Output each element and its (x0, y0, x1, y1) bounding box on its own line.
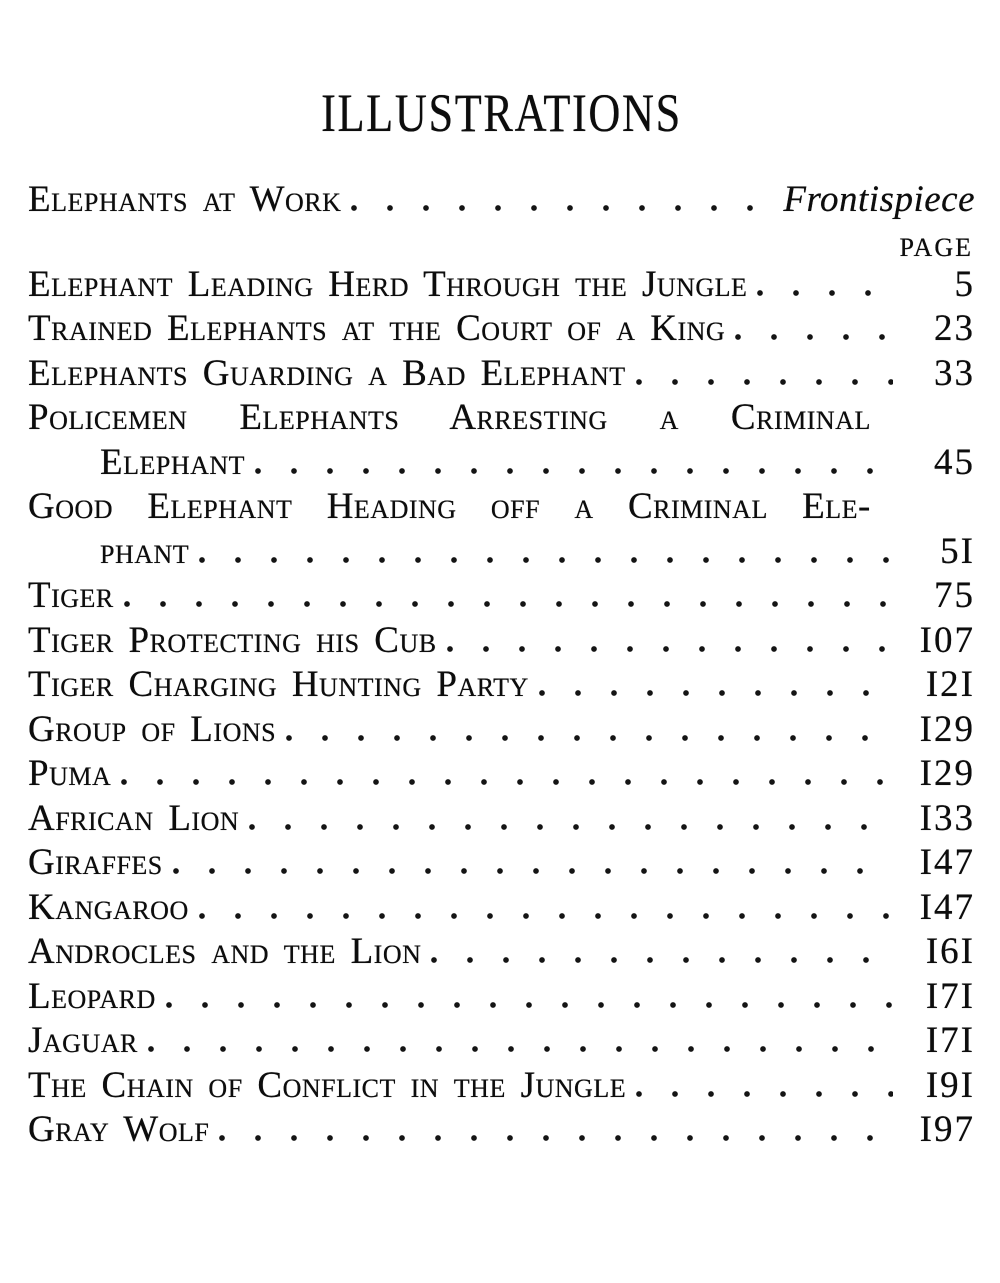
entry-label: Jaguar (28, 1020, 138, 1061)
frontispiece-page-value: Frontispiece (783, 179, 975, 220)
entry-page-number: 5I (940, 530, 975, 572)
entry-page-number: I47 (919, 842, 975, 883)
entry-label: Puma (28, 753, 112, 794)
entry-page-number: 5 (954, 263, 975, 305)
toc-entry-continuation (28, 530, 975, 575)
entry-page-number: 33 (934, 352, 975, 394)
entry-page-number: I07 (919, 619, 975, 661)
toc-entry (28, 797, 975, 842)
toc-entry (28, 352, 975, 397)
toc-entry (28, 307, 975, 352)
entry-page-number: 45 (934, 441, 975, 483)
entry-label: Giraffes (28, 842, 163, 883)
entry-label: Elephants Guarding a Bad Elephant (28, 352, 626, 394)
entry-label: The Chain of Conflict in the Jungle (28, 1064, 627, 1106)
dot-leader (199, 913, 893, 919)
entry-page-number: I47 (919, 886, 975, 928)
toc-entry (28, 708, 975, 753)
entry-label-continuation: phant (100, 530, 190, 572)
dot-leader (166, 1002, 893, 1008)
dot-leader (447, 646, 893, 652)
toc-entry (28, 752, 975, 797)
dot-leader (351, 205, 773, 211)
dot-leader (286, 735, 893, 741)
page-column-header: PAGE (899, 232, 973, 262)
entry-line1: Policemen Elephants Arresting a Criminal (28, 397, 871, 438)
dot-leader (173, 868, 893, 874)
toc-entry (28, 263, 975, 308)
entry-label: Trained Elephants at the Court of a King (28, 308, 726, 349)
entry-line1: Good Elephant Heading off a Criminal Ele- (28, 486, 871, 527)
entry-label: African Lion (28, 797, 240, 839)
dot-leader (757, 290, 893, 296)
entry-page-number: I9I (925, 1064, 975, 1106)
toc-entry (28, 1019, 975, 1064)
toc-entry (28, 619, 975, 664)
entry-page-number: I29 (919, 708, 975, 750)
toc-entry (28, 1064, 975, 1109)
dot-leader (199, 557, 893, 563)
entry-label: Elephants at Work (28, 179, 342, 220)
entry-page-number: I2I (925, 664, 975, 705)
entry-label: Kangaroo (28, 886, 189, 928)
entry-label: Group of Lions (28, 708, 277, 750)
entry-page-number: I6I (925, 931, 975, 972)
entry-label: Gray Wolf (28, 1109, 210, 1150)
dot-leader (124, 601, 893, 607)
dot-leader (735, 334, 893, 340)
entry-label: Tiger (28, 575, 114, 616)
toc-entry (28, 975, 975, 1020)
dot-leader (431, 957, 893, 963)
entry-label: Androcles and the Lion (28, 931, 422, 972)
toc-entry (28, 930, 975, 975)
entry-page-number: 75 (934, 575, 975, 616)
dot-leader (636, 379, 893, 385)
entry-page-number: 23 (934, 308, 975, 349)
toc-entry (28, 663, 975, 708)
entry-label: Leopard (28, 975, 156, 1017)
entry-label: Tiger Protecting his Cub (28, 619, 437, 661)
toc-entry (28, 886, 975, 931)
dot-leader (539, 690, 893, 696)
dot-leader (219, 1135, 893, 1141)
dot-leader (255, 468, 893, 474)
page-title: ILLUSTRATIONS (321, 83, 682, 143)
dot-leader (148, 1046, 893, 1052)
toc-entry-continuation (28, 441, 975, 486)
entry-label: Elephant Leading Herd Through the Jungle (28, 263, 748, 305)
dot-leader (636, 1091, 893, 1097)
entry-label: Tiger Charging Hunting Party (28, 664, 529, 705)
toc-entry (28, 841, 975, 886)
entry-page-number: I7I (925, 975, 975, 1017)
toc-entry (28, 574, 975, 619)
entry-page-number: I33 (919, 797, 975, 839)
entry-page-number: I7I (925, 1020, 975, 1061)
entry-page-number: I97 (919, 1109, 975, 1150)
entry-page-number: I29 (919, 753, 975, 794)
toc-entry-frontispiece (28, 178, 975, 223)
toc-entry-list (28, 263, 975, 1153)
entry-label-continuation: Elephant (100, 441, 246, 483)
dot-leader (121, 779, 893, 785)
dot-leader (249, 824, 893, 830)
toc-entry (28, 1108, 975, 1153)
